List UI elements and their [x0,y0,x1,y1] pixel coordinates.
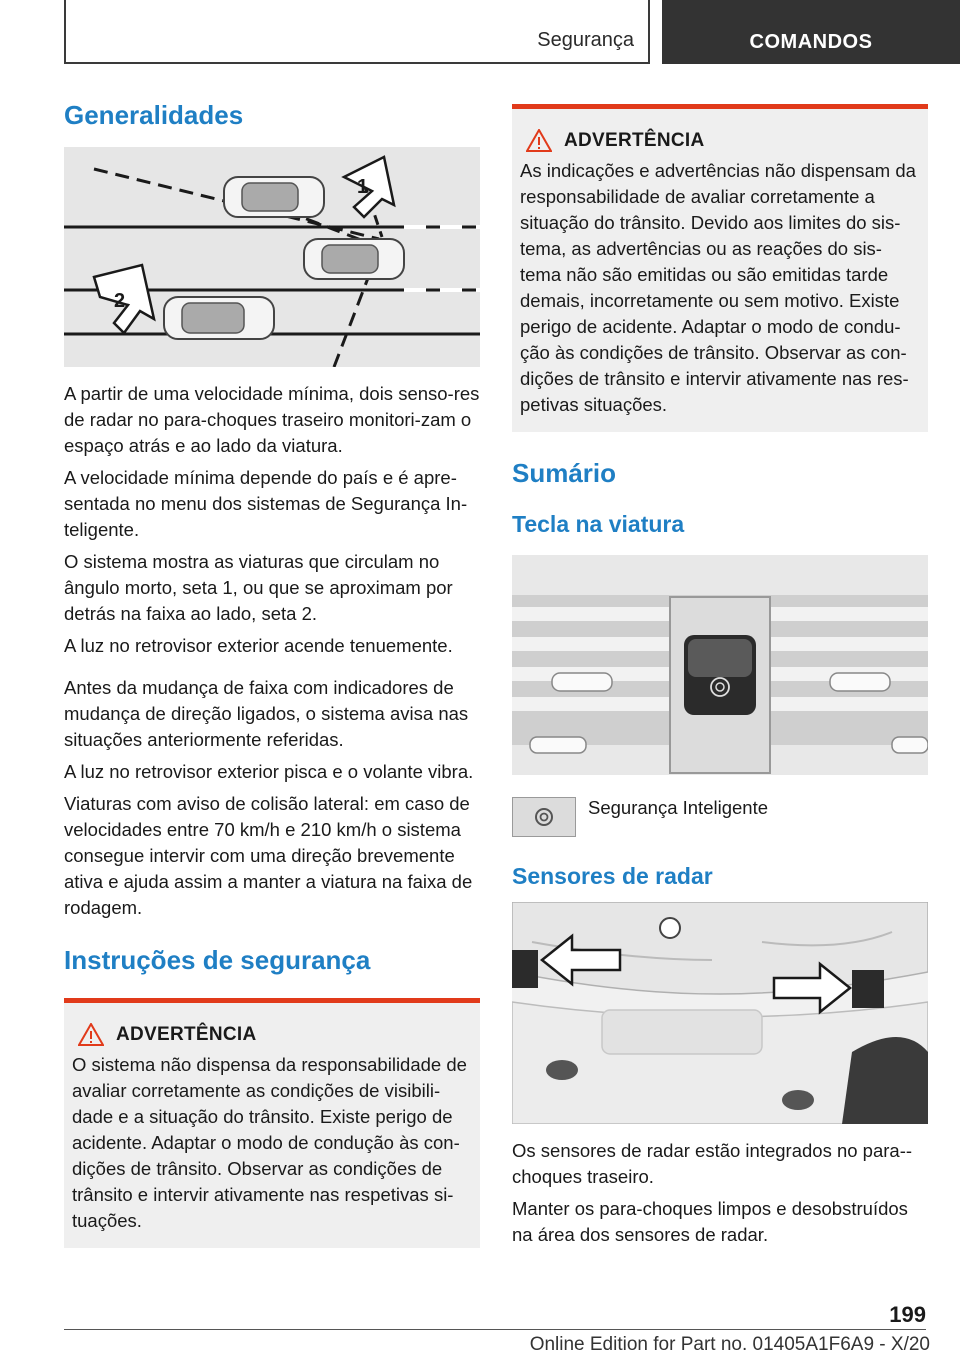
paragraph: A velocidade mínima depende do país e é apre-sentada no menu dos sistemas de Segurança In-teligente. [64,467,468,541]
grille-button-photo-svg [512,555,928,775]
warning-header [72,1023,472,1046]
title-generalidades: Generalidades [64,100,244,130]
paragraph: Manter os para-choques limpos e desobstruídos na área dos sensores de radar. [512,1198,908,1246]
car-middle [304,239,404,279]
car-bottom [164,297,274,339]
paragraph: Viaturas com aviso de colisão lateral: em caso de velocidades entre 70 km/h e 210 km/h o sistema consegue intervir com uma direção brevemente ativa e ajuda assim a manter a viatura na faixa de rodagem. [64,793,473,919]
title-button: Tecla na viatura [512,511,685,538]
blind-spot-diagram-svg [64,147,480,367]
warning-box [512,104,928,432]
paragraph: Antes da mudança de faixa com indicadores de mudança de direção ligados, o sistema avisa nas situações anteriormente referidas. [64,677,469,751]
left-column [64,100,480,1248]
warning-header [520,129,920,152]
footer-edition: Online Edition for Part no. 01405A1F6A9 - X/20 [529,1334,930,1355]
warning-title: ADVERTÊNCIA [116,1023,257,1045]
paragraph: O sistema mostra as viaturas que circulam no ângulo morto, seta 1, ou que se aproximam por detrás na faixa ao lado, seta 2. [64,551,453,625]
title-summary: Sumário [512,458,617,488]
warning-title: ADVERTÊNCIA [564,129,705,151]
header-chapter-label: COMANDOS [749,31,873,53]
car-top [224,177,324,217]
paragraph: A luz no retrovisor exterior acende tenuemente. [64,635,453,657]
paragraph: Os sensores de radar estão integrados no para--choques traseiro. [512,1140,913,1188]
diagram-label-1: 1 [357,176,369,199]
right-column [512,104,928,1248]
header-chapter-tab [662,0,960,64]
blind-spot-diagram [64,147,480,367]
warning-text: As indicações e advertências não dispensam da responsabilidade de avaliar corretamente a situação do trânsito. Devido aos limites do sis-tema, as advertências ou as reações do sis-tema não são emitidas ou são emitidas tarde demais, incorretamente ou sem motivo. Existe perigo de acidente. Adaptar o modo de condu-ção às condições de trânsito. Observar as con-dições de trânsito e intervir ativamente nas res-petivas situações. [520,160,916,415]
rear-bumper-photo [512,902,928,1124]
title-radar: Sensores de radar [512,862,713,889]
diagram-label-2: 2 [114,290,126,313]
header-bar [64,0,650,64]
paragraph: A partir de uma velocidade mínima, dois senso-res de radar no para-choques traseiro monitori-zam o espaço atrás e ao lado da viatura. [64,383,480,457]
intelligent-safety-icon [534,807,554,827]
warning-box [64,998,480,1248]
footer-rule [64,1329,926,1330]
title-safety: Instruções de segurança [64,945,371,976]
paragraph: A luz no retrovisor exterior pisca e o volante vibra. [64,761,474,783]
page-number: 199 [889,1302,926,1327]
warning-text: O sistema não dispensa da responsabilidade de avaliar corretamente as condições de visibili-dade e a situação do trânsito. Existe perigo de acidente. Adaptar o modo de condução às con-dições de trânsito. Observar as condições de trânsito e intervir ativamente nas respetivas si-tuações. [72,1054,467,1232]
warning-triangle-icon [526,129,552,152]
button-legend-row [512,795,928,837]
rear-bumper-photo-svg [512,902,928,1124]
warning-triangle-icon [78,1023,104,1046]
button-legend-label: Segurança Inteligente [588,796,768,818]
grille-button-photo [512,555,928,775]
header-section: Segurança [537,29,634,51]
intelligent-safety-button-thumb [512,797,576,837]
